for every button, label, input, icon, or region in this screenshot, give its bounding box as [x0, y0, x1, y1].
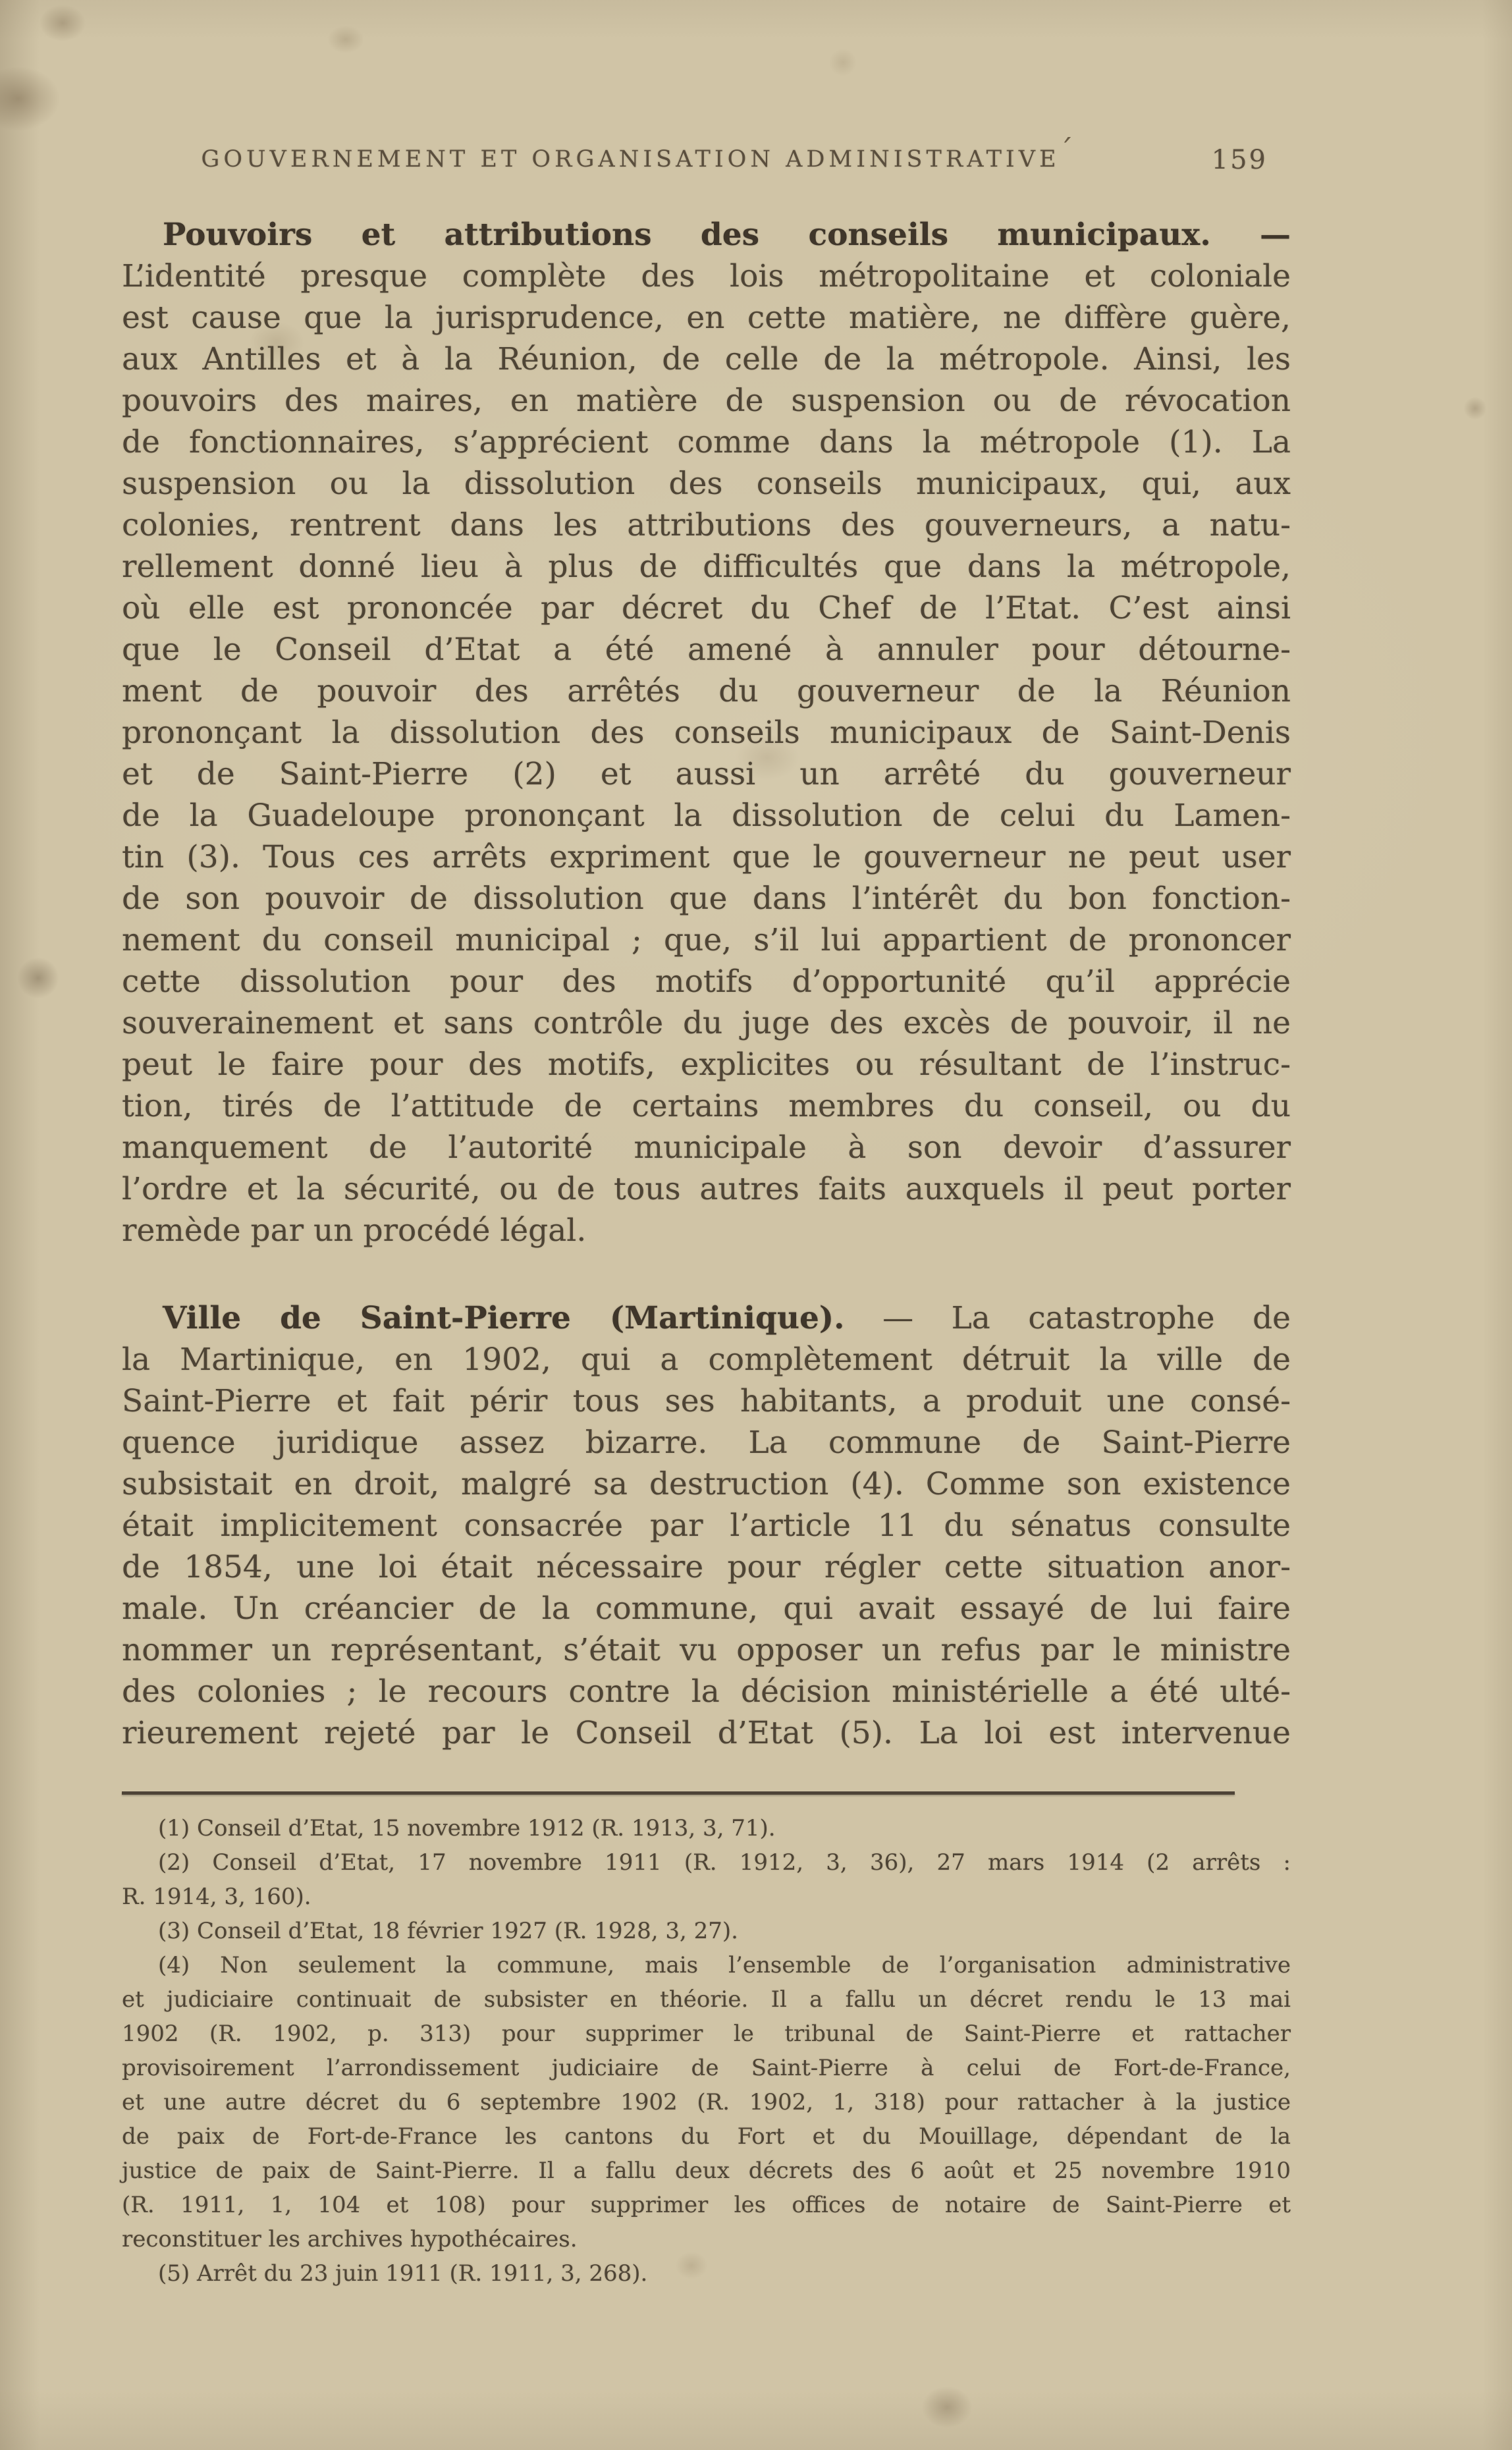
text-line: était implicitement consacrée par l’article 11 du sénatus consulte — [122, 1508, 1291, 1544]
text-line: male. Un créancier de la commune, qui avait essayé de lui faire — [122, 1591, 1291, 1627]
footnote-line: R. 1914, 3, 160). — [122, 1884, 311, 1910]
text-line: suspension ou la dissolution des conseils municipaux, qui, aux — [122, 466, 1291, 502]
text-line: L’identité presque complète des lois métropolitaine et coloniale — [122, 258, 1291, 294]
paragraph-ville-saint-pierre — [122, 1297, 1291, 1754]
text-line: de fonctionnaires, s’apprécient comme dans la métropole (1). La — [122, 424, 1291, 460]
page-number: 159 — [1211, 145, 1268, 175]
footnotes-block — [122, 1811, 1291, 2291]
footnote-line: (R. 1911, 1, 104 et 108) pour supprimer les offices de notaire de Saint-Pierre et — [122, 2192, 1291, 2218]
text-line: est cause que la jurisprudence, en cette matière, ne diffère guère, — [122, 300, 1291, 336]
text-line: cette dissolution pour des motifs d’opportunité qu’il apprécie — [122, 964, 1291, 1000]
footnote-line: (4) Non seulement la commune, mais l’ensemble de l’organisation administrative — [158, 1952, 1291, 1978]
running-header — [122, 133, 1291, 179]
text-line: tin (3). Tous ces arrêts expriment que le gouverneur ne peut user — [122, 839, 1291, 875]
paragraph-lead-bold: Ville de Saint-Pierre (Martinique). — [163, 1300, 845, 1336]
footnote-line: provisoirement l’arrondissement judiciaire de Saint-Pierre à celui de Fort-de-France, — [122, 2055, 1291, 2081]
text-line: peut le faire pour des motifs, explicites ou résultant de l’instruc- — [122, 1047, 1291, 1083]
text-line: Saint-Pierre et fait périr tous ses habitants, a produit une consé- — [122, 1383, 1291, 1419]
text-line: de son pouvoir de dissolution que dans l’intérêt du bon fonction- — [122, 881, 1291, 917]
text-line: aux Antilles et à la Réunion, de celle de la métropole. Ainsi, les — [122, 341, 1291, 377]
footnote-line: (2) Conseil d’Etat, 17 novembre 1911 (R. 1912, 3, 36), 27 mars 1914 (2 arrêts : — [158, 1849, 1291, 1876]
footnote-separator-rule — [122, 1791, 1235, 1795]
footnote-line: de paix de Fort-de-France les cantons du Fort et du Mouillage, dépendant de la — [122, 2123, 1291, 2150]
footnote-line: (3) Conseil d’Etat, 18 février 1927 (R. 1928, 3, 27). — [158, 1918, 738, 1944]
paragraph-lead-bold: Pouvoirs et attributions des conseils municipaux. — — [163, 217, 1291, 253]
text-line: la Martinique, en 1902, qui a complètement détruit la ville de — [122, 1342, 1291, 1378]
text-line: nommer un représentant, s’était vu opposer un refus par le ministre — [122, 1632, 1291, 1668]
footnote-line: reconstituer les archives hypothécaires. — [122, 2226, 578, 2252]
text-line — [122, 1297, 1291, 1339]
text-line: des colonies ; le recours contre la décision ministérielle a été ulté- — [122, 1674, 1291, 1710]
text-line: que le Conseil d’Etat a été amené à annuler pour détourne- — [122, 632, 1291, 668]
text-line: où elle est prononcée par décret du Chef de l’Etat. C’est ainsi — [122, 590, 1291, 626]
text-line: manquement de l’autorité municipale à son devoir d’assurer — [122, 1130, 1291, 1166]
text-line: subsistait en droit, malgré sa destruction (4). Comme son existence — [122, 1466, 1291, 1502]
text-line: colonies, rentrent dans les attributions des gouverneurs, a natu- — [122, 507, 1291, 543]
text-line: prononçant la dissolution des conseils municipaux de Saint-Denis — [122, 715, 1291, 751]
text-line: ment de pouvoir des arrêtés du gouverneur de la Réunion — [122, 673, 1291, 709]
running-header-title: GOUVERNEMENT ET ORGANISATION ADMINISTRATIVE — [201, 146, 1060, 173]
footnote-line: (1) Conseil d’Etat, 15 novembre 1912 (R. 1913, 3, 71). — [158, 1815, 776, 1841]
text-line: et de Saint-Pierre (2) et aussi un arrêté du gouverneur — [122, 756, 1291, 792]
footnote-line: (5) Arrêt du 23 juin 1911 (R. 1911, 3, 268). — [158, 2260, 648, 2287]
text-line: de 1854, une loi était nécessaire pour régler cette situation anor- — [122, 1549, 1291, 1585]
text-line: l’ordre et la sécurité, ou de tous autres faits auxquels il peut porter — [122, 1171, 1291, 1207]
text-line: quence juridique assez bizarre. La commune de Saint-Pierre — [122, 1425, 1291, 1461]
text-line: tion, tirés de l’attitude de certains membres du conseil, ou du — [122, 1088, 1291, 1124]
text-line: pouvoirs des maires, en matière de suspension ou de révocation — [122, 383, 1291, 419]
text-line: rieurement rejeté par le Conseil d’Etat (5). La loi est intervenue — [122, 1715, 1291, 1751]
text-line: de la Guadeloupe prononçant la dissolution de celui du Lamen- — [122, 798, 1291, 834]
stray-accent-mark: ´ — [1058, 133, 1073, 169]
text-line: rellement donné lieu à plus de difficultés que dans la métropole, — [122, 549, 1291, 585]
footnote-line: et une autre décret du 6 septembre 1902 (R. 1902, 1, 318) pour rattacher à la justice — [122, 2089, 1291, 2115]
footnote-line: et judiciaire continuait de subsister en théorie. Il a fallu un décret rendu le 13 mai — [122, 1986, 1291, 2013]
paragraph-lead-rest: — La catastrophe de — [882, 1300, 1291, 1336]
text-line: nement du conseil municipal ; que, s’il lui appartient de prononcer — [122, 922, 1291, 958]
paragraph-pouvoirs-conseils — [122, 214, 1291, 1251]
text-line — [122, 214, 1291, 256]
footnote-line: justice de paix de Saint-Pierre. Il a fallu deux décrets des 6 août et 25 novembre 1910 — [122, 2158, 1291, 2184]
footnote-line: 1902 (R. 1902, p. 313) pour supprimer le tribunal de Saint-Pierre et rattacher — [122, 2021, 1291, 2047]
text-line: souverainement et sans contrôle du juge des excès de pouvoir, il ne — [122, 1005, 1291, 1041]
text-line: remède par un procédé légal. — [122, 1212, 587, 1249]
